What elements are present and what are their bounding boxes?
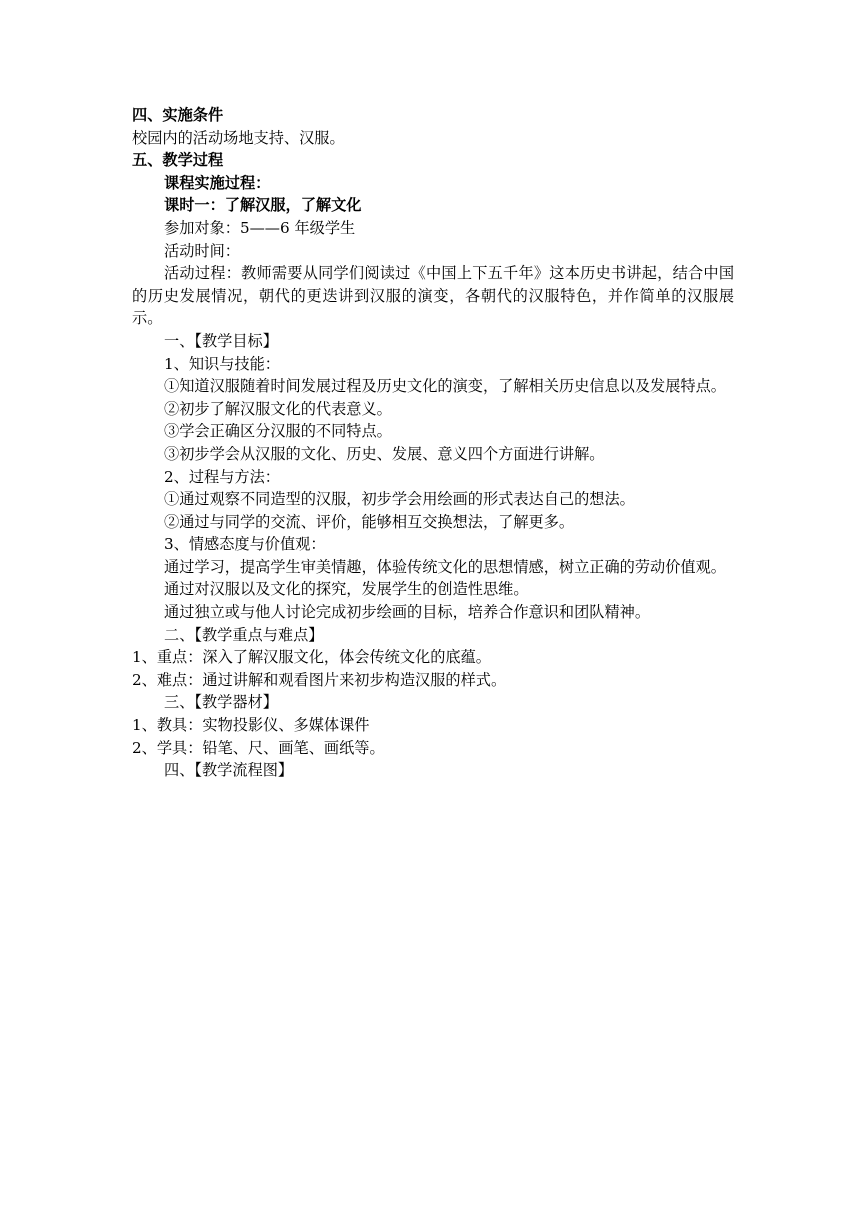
course-process-subheading: 课程实施过程：	[164, 173, 271, 192]
knowledge-skills-heading: 1、知识与技能：	[164, 354, 280, 373]
section-4-heading: 四、实施条件	[132, 106, 224, 124]
section-5-heading: 五、教学过程	[132, 151, 224, 170]
values-item: 通过学习，提高学生审美情趣，体验传统文化的思想情感，树立正确的劳动价值观。	[164, 557, 726, 576]
equipment-item: 2、学具：铅笔、尺、画笔、画纸等。	[132, 738, 385, 757]
keypoint-item: 2、难点：通过讲解和观看图片来初步构造汉服的样式。	[132, 670, 507, 689]
participants-line: 参加对象：5——6 年级学生	[164, 218, 356, 237]
knowledge-item: ①知道汉服随着时间发展过程及历史文化的演变，了解相关历史信息以及发展特点。	[164, 377, 726, 396]
teaching-goals-heading: 一、【教学目标】	[164, 331, 278, 350]
document-page	[132, 104, 734, 782]
values-heading: 3、情感态度与价值观：	[164, 535, 326, 554]
equipment-heading: 三、【教学器材】	[164, 693, 278, 712]
section-4-body: 校园内的活动场地支持、汉服。	[132, 128, 345, 147]
method-item: ②通过与同学的交流、评价，能够相互交换想法，了解更多。	[164, 512, 575, 531]
equipment-item: 1、教具：实物投影仪、多媒体课件	[132, 716, 370, 735]
values-item: 通过对汉服以及文化的探究，发展学生的创造性思维。	[164, 580, 529, 599]
knowledge-item: ②初步了解汉服文化的代表意义。	[164, 399, 392, 418]
knowledge-item: ③初步学会从汉服的文化、历史、发展、意义四个方面进行讲解。	[164, 444, 605, 463]
values-item: 通过独立或与他人讨论完成初步绘画的目标，培养合作意识和团队精神。	[164, 603, 650, 622]
process-method-heading: 2、过程与方法：	[164, 467, 280, 486]
activity-process-paragraph: 活动过程：教师需要从同学们阅读过《中国上下五千年》这本历史书讲起，结合中国的历史发展情况，朝代的更迭讲到汉服的演变，各朝代的汉服特色，并作简单的汉服展示。	[132, 264, 734, 328]
knowledge-item: ③学会正确区分汉服的不同特点。	[164, 422, 392, 441]
keypoint-item: 1、重点：深入了解汉服文化，体会传统文化的底蕴。	[132, 648, 491, 667]
activity-time-line: 活动时间：	[164, 241, 240, 260]
keypoints-heading: 二、【教学重点与难点】	[164, 625, 324, 644]
method-item: ①通过观察不同造型的汉服，初步学会用绘画的形式表达自己的想法。	[164, 490, 635, 509]
flowchart-heading: 四、【教学流程图】	[164, 761, 294, 780]
lesson-title: 课时一：了解汉服，了解文化	[164, 196, 362, 215]
